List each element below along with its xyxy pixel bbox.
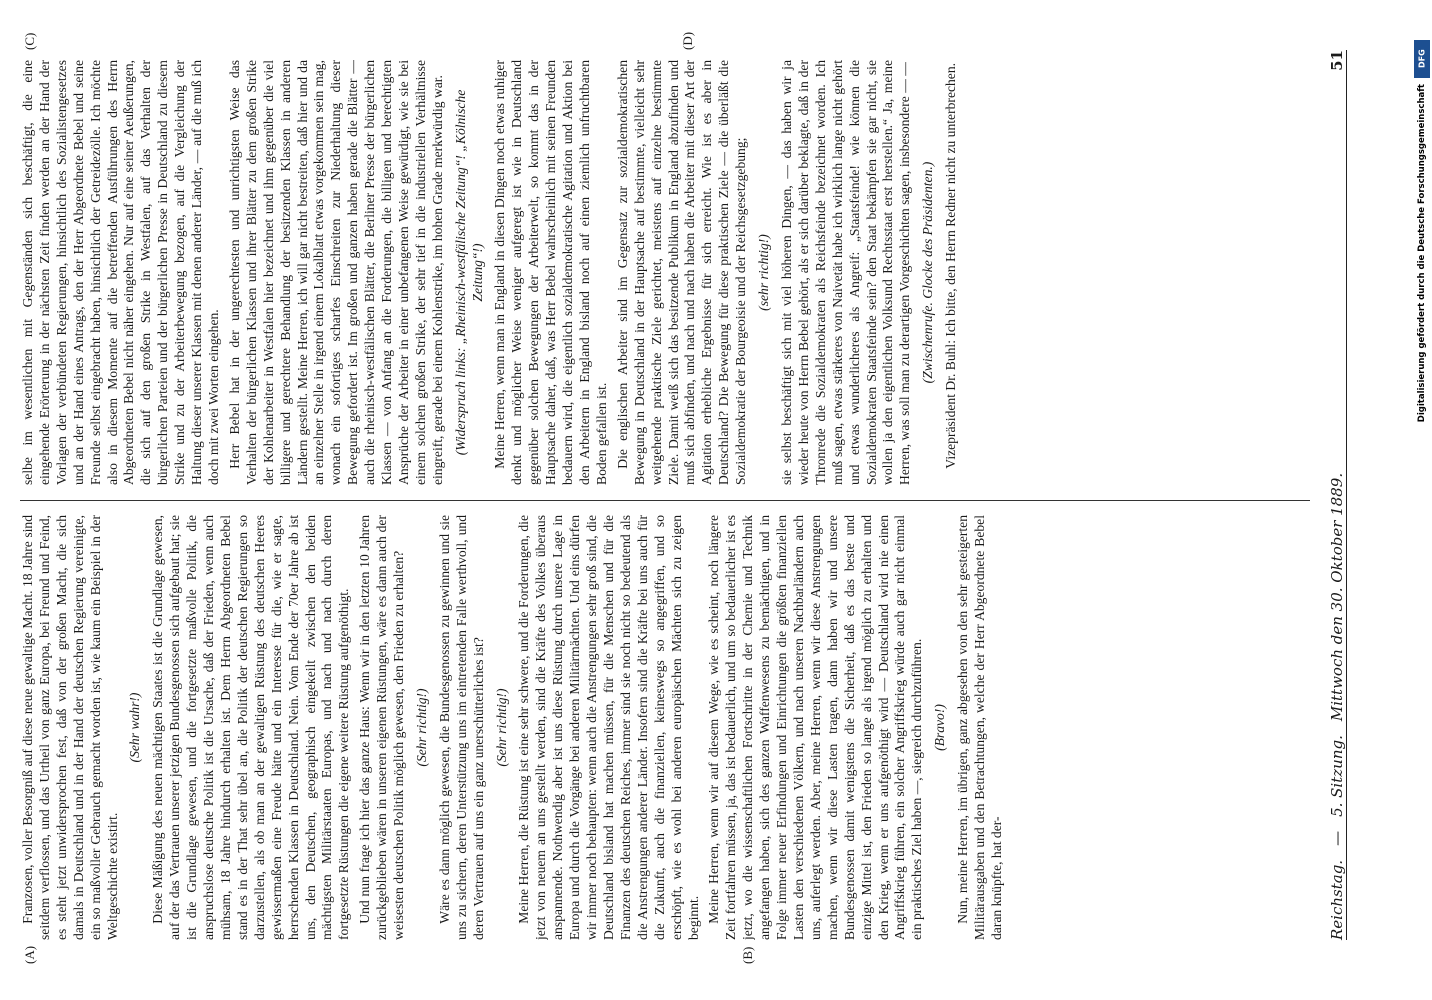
dfg-notice (1412, 40, 1432, 1000)
interjection: (Sehr richtig!) (413, 688, 429, 767)
header-date: Mittwoch den 30. Oktober 1889. (1328, 472, 1346, 722)
dfg-logo: DFG (1414, 40, 1430, 78)
paragraph: Diese Mäßigung des neuen mächtigen Staates ist die Grundlage gewesen, auf der das Vertrauen unserer jetzigen Bundesgenossen sich aufgebaut hat; sie ist die Grundlage gewesen, und die fortgesetzte maßvolle Politik, die anspruchslose deutsche Politik ist die Ursache, daß der Frieden, wenn auch mühsam, 18 Jahre hindurch erhalten ist. Dem Herrn Abgeordneten Bebel stand es in der That sehr übel an, die Politik der deutschen Regierungen so darzustellen, als ob man an der gewaltigen Rüstung des deutschen Heeres gewissermaßen eine Freude hätte und ein Interesse für die, wie er sagte, herrschenden Klassen in Deutschland. Nein. Vom Ende der 70er Jahre ab ist uns, den Deutschen, geographisch eingekeilt zwischen den beiden mächtigsten Militärstaaten Europas, und nach und nach durch deren fortgesetzte Rüstungen die eigene weitere Rüstung aufgenöthigt. (150, 515, 352, 940)
page-number: 51 (1328, 50, 1346, 71)
header-left (1328, 473, 1346, 940)
paragraph: Meine Herren, die Rüstung ist eine sehr schwere, und die Forderungen, die jetzt von neuem an uns gestellt werden, sind die Kräfte des Volkes überaus anspannende. Nothwendig aber ist uns diese Rüstung durch unsere Lage in Europa und durch die Vorgänge bei anderen Militärmächten. Und eins dürfen wir immer noch behaupten: wenn auch die Anstrengungen sehr groß sind, die Deutschland bisland hat machen müssen, für die Menschen und für die Finanzen des deutschen Reiches, immer sind sie noch nicht so bedeutend als die Anstrengungen anderer Länder. Insofern sind die Kräfte bei uns auch für die Zukunft, auch die finanziellen, keineswegs so angegriffen, und so erschöpft, wie es wohl bei anderen europäischen Mächten sich zu zeigen beginnt. (516, 515, 701, 940)
header-session: 5. Sitzung. (1328, 735, 1346, 817)
margin-marker-c: (C) (22, 32, 37, 50)
paragraph: Herr Bebel hat in der ungerechtesten und unrichtigsten Weise das Verhalten der bürgerlichen Klassen und ihrer Blätter zu dem großen Strike der Kohlenarbeiter in Westfalen hier bezeichnet und ihm gegenüber die viel billigere und gerechtere Behandlung der besitzenden Klassen in anderen Ländern gestellt. Meine Herren, ich will gar nicht bestreiten, daß hier und da an einzelner Stelle in irgend einem Lokalblatt etwas vorgekommen sein mag, wonach ein sofortiges scharfes Einschreiten zur Niederhaltung dieser Bewegung gefordert ist. Im großen und ganzen haben gerade die Blätter — auch die rheinisch-westfälischen Blätter, die Berliner Presse der bürgerlichen Klassen — von Anfang an die Forderungen, die billigen und berechtigten Ansprüche der Arbeiter in einer unbefangenen Weise gewürdigt, wie sie bei einem solchen großen Strike, der sehr tief in die industriellen Verhältnisse eingreift, gerade bei einem Kohlenstrike, im hohen Grade merkwürdig war. (226, 60, 445, 485)
paragraph: Wäre es dann möglich gewesen, die Bundesgenossen zu gewinnen und sie uns zu sichern, deren Unterstützung uns im eintretenden Falle werthvoll, und deren Vertrauen auf uns ein ganz unerschütterliches ist? (436, 515, 486, 940)
running-header (1320, 50, 1347, 940)
margin-marker-d: (D) (680, 31, 695, 50)
paragraph: selbe im wesentlichen mit Gegenständen sich beschäftigt, die eine eingehende Erörterung in der nächsten Zeit finden werden an der Hand der Vorlagen der verbündeten Regierungen, hinsichtlich des Sozialistengesetzes und an der Hand eines Antrags, den der Herr Abgeordnete Bebel und seine Freunde selbst eingebracht haben, hinsichtlich der Getreidezölle. Ich möchte also in diesem Momente auf die betreffenden Ausführungen des Herrn Abgeordneten Bebel nicht näher eingehen. Nur auf eine seiner Aeußerungen, die sich auf den großen Strike in Westfalen, auf das Verhalten der bürgerlichen Parteien und der bürgerlichen Presse in Deutschland zu diesem Strike und zu der Arbeiterbewegung bezogen, auf die Vergleichung der Haltung dieser unserer Klassen mit denen anderer Länder, — auf die muß ich doch mit zwei Worten eingehen. (20, 60, 221, 485)
interjection: (Bravo!) (932, 704, 948, 751)
paragraph: sie selbst beschäftigt sich mit viel höheren Dingen, — das haben wir ja wieder heute von Herrn Bebel gehört, als er sich darüber beklagte, daß in der Thronrede die Sozialdemokraten als Reichsfeinde bezeichnet worden. Ich muß sagen, etwas stärkeres von Naivetät habe ich wirklich lange nicht gehört und etwas wunderlicheres als Angreif: „Staatsfeinde! wie können die Sozialdemokraten Staatsfeinde sein? den Staat bekämpfen sie gar nicht, sie wollen ja den eigentlichen Volksund Rechtsstaat erst herstellen.“ Ja, meine Herren, was soll man zu derartigen Vorgeschichten sagen, insbesondere — — (778, 60, 913, 485)
text-column-right (20, 60, 1305, 485)
interjection: (Sehr wahr!) (127, 692, 143, 763)
dfg-notice-text: Digitalisierung gefördert durch die Deutsche Forschungsgemeinschaft (1417, 84, 1427, 423)
interjection: (Widerspruch links: „Rheinisch-westfälische Zeitung“! „Kölnische Zeitung“!) (452, 89, 485, 456)
column-divider (20, 500, 1310, 501)
interjection: (Sehr richtig!) (493, 688, 509, 767)
interjection: (Zwischenrufe. Glocke des Präsidenten.) (920, 161, 936, 384)
paragraph: Nun, meine Herren, im übrigen, ganz abgesehen von den sehr gesteigerten Militärausgaben und den Betrachtungen, welche der Herr Abgeordnete Bebel daran knüpfte, hat der- (955, 515, 1004, 940)
header-title: Reichstag. (1328, 859, 1346, 940)
margin-marker-a: (A) (22, 945, 37, 964)
margin-marker-b: (B) (740, 946, 755, 964)
interjection: (sehr richtig!) (756, 234, 772, 311)
paragraph: Meine Herren, wenn man in England in diesen Dingen noch etwas ruhiger denkt und möglicher Weise weniger aufgeregt ist wie in Deutschland gegenüber solchen Bewegungen der Arbeiterwelt, so kommt das in der Hauptsache daher, daß, was Herr Bebel wahrscheinlich mit seinen Freunden bedauern wird, die eigentlich sozialdemokratische Agitation und Aktion bei den Arbeitern in England bisland noch auf einen ziemlich unfruchtbaren Boden gefallen ist. (492, 60, 609, 485)
paragraph: Die englischen Arbeiter sind im Gegensatz zur sozialdemokratischen Bewegung in Deutschland in der Hauptsache auf bestimmte, vielleicht sehr weitgehende praktische Ziele gerichtet, meistens auf einzelne bestimmte Ziele. Damit weiß sich das besitzende Publikum in England abzufinden und muß sich abfinden, und nach und nach haben die Arbeiter mit dieser Art der Agitation erhebliche Ergebnisse für sich erreicht. Wie ist es aber in Deutschland? Die Bewegung für diese praktischen Ziele — die überläßt die Sozialdemokratie der Bourgeoisie und der Reichsgesetzgebung; (614, 60, 749, 485)
paragraph: Und nun frage ich hier das ganze Haus: Wenn wir in den letzten 10 Jahren zurückgeblieben wären in unseren eigenen Rüstungen, wäre es dann auch der weisesten deutschen Politik möglich gewesen, den Frieden zu erhalten? (357, 515, 407, 940)
paragraph: Franzosen, voller Besorgniß auf diese neue gewaltige Macht. 18 Jahre sind seitdem verflossen, und das Urtheil von ganz Europa, bei Freund und Feind, es steht jetzt unwidersprochen fest, daß von der großen Macht, die sich damals in Deutschland und in der Hand der deutschen Regierung vereinigte, ein so maßvoller Gebrauch gemacht worden ist, wie kaum ein Beispiel in der Weltgeschichte existirt. (20, 515, 120, 940)
text-column-left (20, 515, 1305, 940)
paragraph: Vizepräsident Dr. Buhl: Ich bitte, den Herrn Redner nicht zu unterbrechen. (943, 62, 959, 469)
header-dash: — (1328, 830, 1346, 846)
paragraph: Meine Herren, wenn wir auf diesem Wege, wie es scheint, noch längere Zeit fortfahren müssen, ja, das ist bedauerlich, und um so bedauerlicher ist es jetzt, wo die wissenschaftlichen Fortschritte in der Chemie und Technik angefangen haben, sich des ganzen Waffenwesens zu bemächtigen, und in Folge immer neuer Erfindungen und Einrichtungen die größten finanziellen Lasten den verschiedenen Völkern, und nach unseren Nachbarländern auch uns, auferlegt werden. Aber, meine Herren, wenn wir diese Anstrengungen machen, wenn wir diese Lasten tragen, dann haben wir und unsere Bundesgenossen damit wenigstens die Sicherheit, daß es das beste und einzige Mittel ist, den Frieden so lange als irgend möglich zu erhalten und den Krieg, wenn er uns aufgenöthigt wird — Deutschland wird nie einen Angriffskrieg führen, ein solcher Angriffskrieg würde auch gar nicht einmal ein praktisches Ziel haben —, siegreich durchzuführen. (706, 515, 925, 940)
